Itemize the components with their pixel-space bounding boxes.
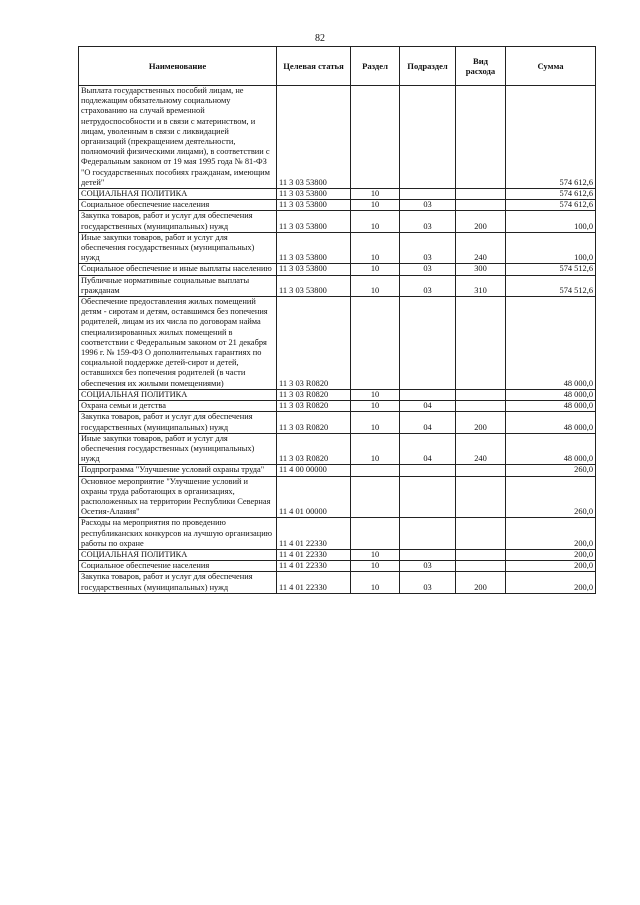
row-target: 11 3 03 53800 xyxy=(277,211,351,232)
row-name: Социальное обеспечение и иные выплаты населению xyxy=(79,264,277,275)
row-target: 11 4 01 00000 xyxy=(277,476,351,518)
table-row xyxy=(79,412,596,433)
row-sum: 48 000,0 xyxy=(506,297,596,390)
row-target: 11 3 03 53800 xyxy=(277,189,351,200)
row-target: 11 4 00 00000 xyxy=(277,465,351,476)
row-subsection: 04 xyxy=(400,412,456,433)
table-row xyxy=(79,518,596,550)
table-row xyxy=(79,572,596,593)
row-expense-type xyxy=(456,189,506,200)
row-section: 10 xyxy=(351,401,400,412)
row-target: 11 3 03 R0820 xyxy=(277,401,351,412)
row-expense-type xyxy=(456,549,506,560)
row-subsection: 03 xyxy=(400,200,456,211)
row-section: 10 xyxy=(351,232,400,264)
table-row xyxy=(79,275,596,296)
row-section: 10 xyxy=(351,200,400,211)
row-sum: 260,0 xyxy=(506,476,596,518)
row-expense-type xyxy=(456,86,506,189)
row-subsection: 03 xyxy=(400,275,456,296)
row-target: 11 3 03 53800 xyxy=(277,264,351,275)
row-subsection: 03 xyxy=(400,211,456,232)
row-sum: 100,0 xyxy=(506,211,596,232)
row-expense-type: 300 xyxy=(456,264,506,275)
table-row xyxy=(79,476,596,518)
row-expense-type xyxy=(456,476,506,518)
row-target: 11 3 03 53800 xyxy=(277,200,351,211)
table-row xyxy=(79,189,596,200)
table-row xyxy=(79,561,596,572)
header-subsection: Подраздел xyxy=(400,47,456,86)
header-target: Целевая статья xyxy=(277,47,351,86)
row-expense-type xyxy=(456,200,506,211)
row-sum: 48 000,0 xyxy=(506,389,596,400)
row-target: 11 3 03 R0820 xyxy=(277,389,351,400)
table-row xyxy=(79,264,596,275)
row-subsection xyxy=(400,518,456,550)
row-expense-type: 200 xyxy=(456,211,506,232)
table-row xyxy=(79,297,596,390)
row-section xyxy=(351,465,400,476)
table-row xyxy=(79,86,596,189)
row-sum: 260,0 xyxy=(506,465,596,476)
row-subsection: 03 xyxy=(400,572,456,593)
row-sum: 48 000,0 xyxy=(506,412,596,433)
row-section: 10 xyxy=(351,561,400,572)
row-target: 11 3 03 R0820 xyxy=(277,297,351,390)
row-expense-type: 310 xyxy=(456,275,506,296)
row-name: Закупка товаров, работ и услуг для обеспечения государственных (муниципальных) нужд xyxy=(79,211,277,232)
row-section: 10 xyxy=(351,412,400,433)
row-section: 10 xyxy=(351,211,400,232)
row-subsection: 03 xyxy=(400,264,456,275)
row-section xyxy=(351,476,400,518)
row-expense-type xyxy=(456,561,506,572)
row-section xyxy=(351,86,400,189)
row-name: Охрана семьи и детства xyxy=(79,401,277,412)
table-row xyxy=(79,433,596,465)
row-sum: 574 612,6 xyxy=(506,189,596,200)
row-section: 10 xyxy=(351,189,400,200)
row-expense-type: 200 xyxy=(456,572,506,593)
row-sum: 200,0 xyxy=(506,518,596,550)
row-target: 11 4 01 22330 xyxy=(277,572,351,593)
row-subsection xyxy=(400,86,456,189)
row-section: 10 xyxy=(351,389,400,400)
header-expense-type: Вид расхода xyxy=(456,47,506,86)
row-sum: 200,0 xyxy=(506,549,596,560)
row-name: СОЦИАЛЬНАЯ ПОЛИТИКА xyxy=(79,549,277,560)
row-name: Социальное обеспечение населения xyxy=(79,561,277,572)
row-sum: 200,0 xyxy=(506,561,596,572)
row-name: Иные закупки товаров, работ и услуг для обеспечения государственных (муниципальных) нужд xyxy=(79,232,277,264)
row-target: 11 3 03 53800 xyxy=(277,275,351,296)
row-sum: 48 000,0 xyxy=(506,433,596,465)
row-name: Основное мероприятие "Улучшение условий и охраны труда работающих в организациях, расположенных на территории Республики Северная Осетия-Алания" xyxy=(79,476,277,518)
row-subsection xyxy=(400,189,456,200)
row-section: 10 xyxy=(351,433,400,465)
row-sum: 200,0 xyxy=(506,572,596,593)
row-expense-type xyxy=(456,389,506,400)
row-name: Закупка товаров, работ и услуг для обеспечения государственных (муниципальных) нужд xyxy=(79,412,277,433)
row-subsection: 04 xyxy=(400,401,456,412)
row-subsection: 03 xyxy=(400,561,456,572)
row-expense-type: 240 xyxy=(456,232,506,264)
row-name: Обеспечение предоставления жилых помещений детям - сиротам и детям, оставшимся без попечения родителей, лицам из их числа по договорам найма специализированных жилых помещений в соответствии с Федеральным законом от 21 декабря 1996 г. № 159-ФЗ О дополнительных гарантиях по социальной поддержке детей-сирот и детей, оставшихся без попечения родителей (в части обеспечения их жилыми помещениями) xyxy=(79,297,277,390)
row-name: Иные закупки товаров, работ и услуг для обеспечения государственных (муниципальных) нужд xyxy=(79,433,277,465)
row-section xyxy=(351,518,400,550)
row-sum: 574 612,6 xyxy=(506,200,596,211)
row-subsection xyxy=(400,297,456,390)
row-sum: 574 512,6 xyxy=(506,264,596,275)
row-expense-type: 200 xyxy=(456,412,506,433)
row-subsection xyxy=(400,476,456,518)
table-row xyxy=(79,389,596,400)
row-section: 10 xyxy=(351,264,400,275)
table-row xyxy=(79,465,596,476)
row-target: 11 3 03 R0820 xyxy=(277,412,351,433)
table-row xyxy=(79,232,596,264)
row-expense-type xyxy=(456,465,506,476)
header-sum: Сумма xyxy=(506,47,596,86)
row-sum: 574 512,6 xyxy=(506,275,596,296)
row-sum: 574 612,6 xyxy=(506,86,596,189)
row-expense-type xyxy=(456,401,506,412)
row-target: 11 3 03 53800 xyxy=(277,86,351,189)
row-section: 10 xyxy=(351,549,400,560)
row-subsection xyxy=(400,549,456,560)
row-target: 11 4 01 22330 xyxy=(277,518,351,550)
header-name: Наименование xyxy=(79,47,277,86)
row-subsection: 04 xyxy=(400,433,456,465)
row-subsection xyxy=(400,389,456,400)
row-name: Подпрограмма "Улучшение условий охраны труда" xyxy=(79,465,277,476)
row-target: 11 3 03 R0820 xyxy=(277,433,351,465)
row-section: 10 xyxy=(351,572,400,593)
page-number: 82 xyxy=(315,33,325,44)
row-section: 10 xyxy=(351,275,400,296)
row-target: 11 3 03 53800 xyxy=(277,232,351,264)
row-subsection xyxy=(400,465,456,476)
table-body xyxy=(79,86,596,594)
budget-table xyxy=(78,46,596,594)
header-section: Раздел xyxy=(351,47,400,86)
row-expense-type xyxy=(456,518,506,550)
row-name: Расходы на мероприятия по проведению республиканских конкурсов на лучшую организацию работы по охране xyxy=(79,518,277,550)
row-subsection: 03 xyxy=(400,232,456,264)
row-expense-type xyxy=(456,297,506,390)
table-row xyxy=(79,401,596,412)
row-section xyxy=(351,297,400,390)
row-name: Публичные нормативные социальные выплаты гражданам xyxy=(79,275,277,296)
row-sum: 100,0 xyxy=(506,232,596,264)
table-header-row xyxy=(79,47,596,86)
row-name: Выплата государственных пособий лицам, не подлежащим обязательному социальному страхованию на случай временной нетрудоспособности и в связи с материнством, и лицам, уволенным в связи с ликвидацией организаций (прекращением деятельности, полномочий физическими лицами), в соответствии с Федеральным законом от 19 мая 1995 года № 81-ФЗ "О государственных пособиях гражданам, имеющим детей" xyxy=(79,86,277,189)
row-name: Закупка товаров, работ и услуг для обеспечения государственных (муниципальных) нужд xyxy=(79,572,277,593)
table-row xyxy=(79,200,596,211)
row-target: 11 4 01 22330 xyxy=(277,561,351,572)
row-sum: 48 000,0 xyxy=(506,401,596,412)
row-name: СОЦИАЛЬНАЯ ПОЛИТИКА xyxy=(79,389,277,400)
row-target: 11 4 01 22330 xyxy=(277,549,351,560)
row-name: Социальное обеспечение населения xyxy=(79,200,277,211)
row-expense-type: 240 xyxy=(456,433,506,465)
table-row xyxy=(79,549,596,560)
table-row xyxy=(79,211,596,232)
row-name: СОЦИАЛЬНАЯ ПОЛИТИКА xyxy=(79,189,277,200)
